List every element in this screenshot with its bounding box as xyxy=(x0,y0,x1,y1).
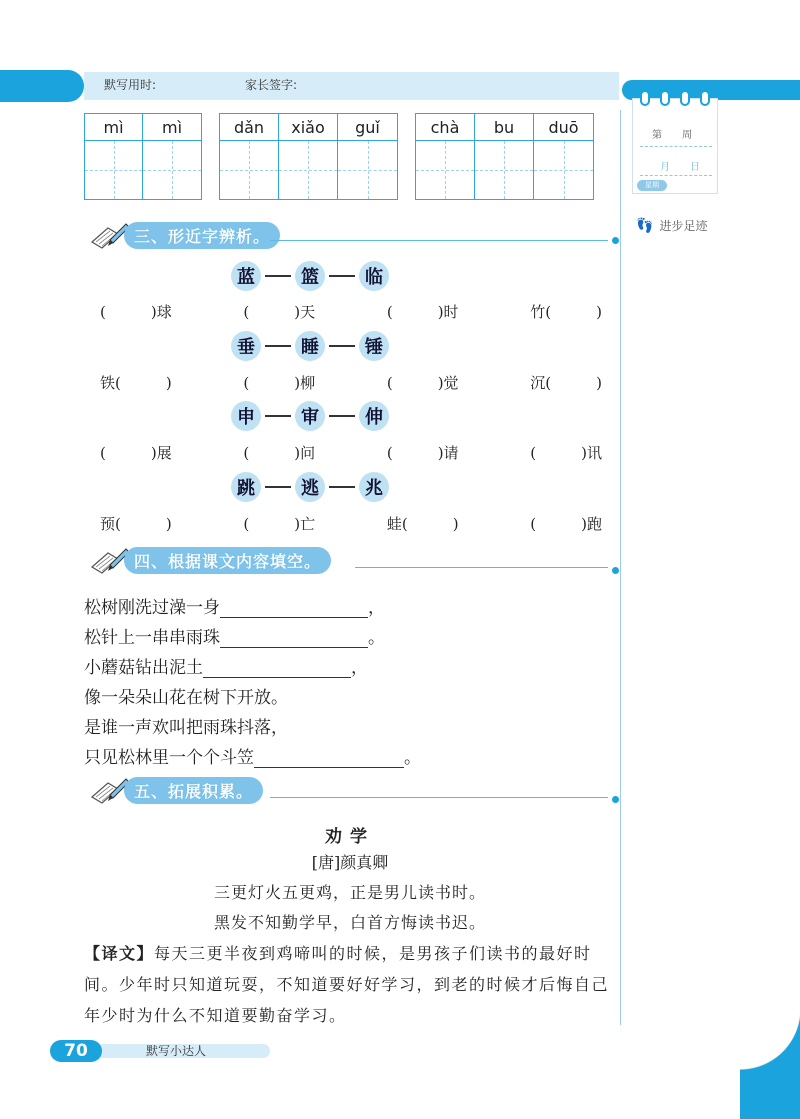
corner-decoration xyxy=(740,1009,800,1119)
poem-line: 黑发不知勤学早，白首方悔读书迟。 xyxy=(213,913,486,932)
fill-row xyxy=(100,372,602,393)
fill-line xyxy=(84,653,368,678)
word-blank[interactable]: ( )天 xyxy=(243,303,316,321)
pinyin-grid-2 xyxy=(219,113,398,200)
fill-row xyxy=(100,513,602,534)
dictation-time-label: 默写用时: xyxy=(104,78,157,92)
calendar-weekday-badge: 星期 xyxy=(637,180,667,191)
char-dash xyxy=(329,275,355,277)
binder-ring-icon xyxy=(680,90,690,106)
pinyin-text: guǐ xyxy=(338,114,397,141)
verse-punct: 。 xyxy=(404,748,421,768)
writing-box[interactable] xyxy=(416,141,474,199)
fill-row xyxy=(100,442,602,463)
char-bubble: 审 xyxy=(295,401,325,431)
writing-box[interactable] xyxy=(279,141,337,199)
writing-box[interactable] xyxy=(534,141,593,199)
pinyin-cell xyxy=(475,114,534,199)
verse-text: 松针上一串串雨珠 xyxy=(84,628,220,648)
pinyin-text: bu xyxy=(475,114,533,141)
pinyin-text: chà xyxy=(416,114,474,141)
section-5-title: 五、拓展积累。 xyxy=(124,777,263,804)
writing-box[interactable] xyxy=(338,141,397,199)
translation-label: 【译文】 xyxy=(84,944,155,963)
char-dash xyxy=(329,415,355,417)
word-blank[interactable]: 预( ) xyxy=(100,515,172,533)
char-group xyxy=(0,401,620,431)
verse-punct: 。 xyxy=(368,628,385,648)
writing-box[interactable] xyxy=(475,141,533,199)
fill-line xyxy=(84,683,288,708)
calendar-divider xyxy=(640,175,712,176)
fill-line xyxy=(84,623,385,648)
word-blank[interactable]: ( )跑 xyxy=(530,515,602,533)
section-divider xyxy=(355,567,608,568)
section-3-title: 三、形近字辨析。 xyxy=(124,222,280,249)
section-divider xyxy=(270,797,608,798)
binder-ring-icon xyxy=(700,90,710,106)
header-strip xyxy=(84,72,619,100)
verse-punct: ， xyxy=(368,598,385,618)
verse-text: 是谁一声欢叫把雨珠抖落， xyxy=(84,718,288,738)
answer-blank[interactable] xyxy=(220,630,368,648)
word-blank[interactable]: 沉( ) xyxy=(530,374,602,392)
section-5-header xyxy=(88,775,263,805)
answer-blank[interactable] xyxy=(254,750,404,768)
binder-ring-icon xyxy=(640,90,650,106)
writing-box[interactable] xyxy=(85,141,142,199)
char-bubble: 兆 xyxy=(359,472,389,502)
word-blank[interactable]: 竹( ) xyxy=(530,303,602,321)
pinyin-text: mì xyxy=(85,114,142,141)
answer-blank[interactable] xyxy=(220,600,368,618)
char-dash xyxy=(265,345,291,347)
char-bubble: 垂 xyxy=(231,331,261,361)
fill-line xyxy=(84,593,385,618)
poem-author: [唐]颜真卿 xyxy=(311,853,389,872)
pinyin-cell xyxy=(534,114,593,199)
header-accent-band xyxy=(0,70,84,102)
char-bubble: 睡 xyxy=(295,331,325,361)
pinyin-cell xyxy=(416,114,475,199)
char-bubble: 篮 xyxy=(295,261,325,291)
book-title: 默写小达人 xyxy=(146,1044,207,1058)
poem-line: 三更灯火五更鸡，正是男儿读书时。 xyxy=(213,883,486,902)
fill-row xyxy=(100,301,602,322)
pinyin-cell xyxy=(143,114,201,199)
section-dot xyxy=(612,237,619,244)
word-blank[interactable]: ( )柳 xyxy=(243,374,316,392)
pinyin-cell xyxy=(338,114,397,199)
calendar-date: 月 日 xyxy=(660,162,700,173)
char-dash xyxy=(265,275,291,277)
char-bubble: 临 xyxy=(359,261,389,291)
char-group xyxy=(0,261,620,291)
section-4-header xyxy=(88,545,331,575)
char-dash xyxy=(265,415,291,417)
fill-line xyxy=(84,743,421,768)
char-group xyxy=(0,472,620,502)
writing-box[interactable] xyxy=(220,141,278,199)
pinyin-text: duō xyxy=(534,114,593,141)
section-3-header xyxy=(88,220,280,250)
char-dash xyxy=(329,345,355,347)
answer-blank[interactable] xyxy=(203,660,351,678)
verse-text: 小蘑菇钻出泥土 xyxy=(84,658,203,678)
pinyin-cell xyxy=(279,114,338,199)
writing-box[interactable] xyxy=(143,141,201,199)
char-dash xyxy=(265,486,291,488)
pinyin-text: dǎn xyxy=(220,114,278,141)
verse-punct: ， xyxy=(351,658,368,678)
word-blank[interactable]: 铁( ) xyxy=(100,374,172,392)
section-divider xyxy=(270,240,608,241)
binder-ring-icon xyxy=(660,90,670,106)
char-bubble: 伸 xyxy=(359,401,389,431)
word-blank[interactable]: ( )问 xyxy=(243,444,316,462)
char-bubble: 申 xyxy=(231,401,261,431)
translation-text: 每天三更半夜到鸡啼叫的时候，是男孩子们读书的最好时间。少年时只知道玩耍，不知道要好好学习，到老的时候才后悔自己年少时为什么不知道要勤奋学习。 xyxy=(84,944,610,1025)
word-blank[interactable]: ( )觉 xyxy=(386,374,459,392)
translation xyxy=(84,938,616,1031)
calendar-week: 第 周 xyxy=(652,130,692,141)
fill-line xyxy=(84,713,288,738)
section-dot xyxy=(612,567,619,574)
pinyin-text: xiǎo xyxy=(279,114,337,141)
footprints-icon: 👣 xyxy=(636,217,654,234)
progress-footprints xyxy=(636,217,707,234)
progress-label: 进步足迹 xyxy=(659,219,708,233)
section-dot xyxy=(612,796,619,803)
verse-text: 松树刚洗过澡一身 xyxy=(84,598,220,618)
char-bubble: 锤 xyxy=(359,331,389,361)
page-number: 70 xyxy=(50,1040,102,1062)
section-4-title: 四、根据课文内容填空。 xyxy=(124,547,331,574)
word-blank[interactable]: ( )讯 xyxy=(530,444,602,462)
char-bubble: 蓝 xyxy=(231,261,261,291)
word-blank[interactable]: 蛙( ) xyxy=(386,515,459,533)
poem-title: 劝学 xyxy=(325,827,375,847)
calendar-divider xyxy=(640,146,712,147)
pinyin-cell xyxy=(220,114,279,199)
char-group xyxy=(0,331,620,361)
word-blank[interactable]: ( )球 xyxy=(100,303,172,321)
word-blank[interactable]: ( )请 xyxy=(386,444,459,462)
pinyin-cell xyxy=(85,114,143,199)
verse-text: 只见松林里一个个斗笠 xyxy=(84,748,254,768)
pinyin-grid-3 xyxy=(415,113,594,200)
pinyin-grid-1 xyxy=(84,113,202,200)
word-blank[interactable]: ( )亡 xyxy=(243,515,316,533)
char-bubble: 跳 xyxy=(231,472,261,502)
parent-signature-label: 家长签字: xyxy=(245,78,298,92)
verse-text: 像一朵朵山花在树下开放。 xyxy=(84,688,288,708)
word-blank[interactable]: ( )展 xyxy=(100,444,172,462)
char-bubble: 逃 xyxy=(295,472,325,502)
pinyin-text: mì xyxy=(143,114,201,141)
char-dash xyxy=(329,486,355,488)
word-blank[interactable]: ( )时 xyxy=(386,303,459,321)
